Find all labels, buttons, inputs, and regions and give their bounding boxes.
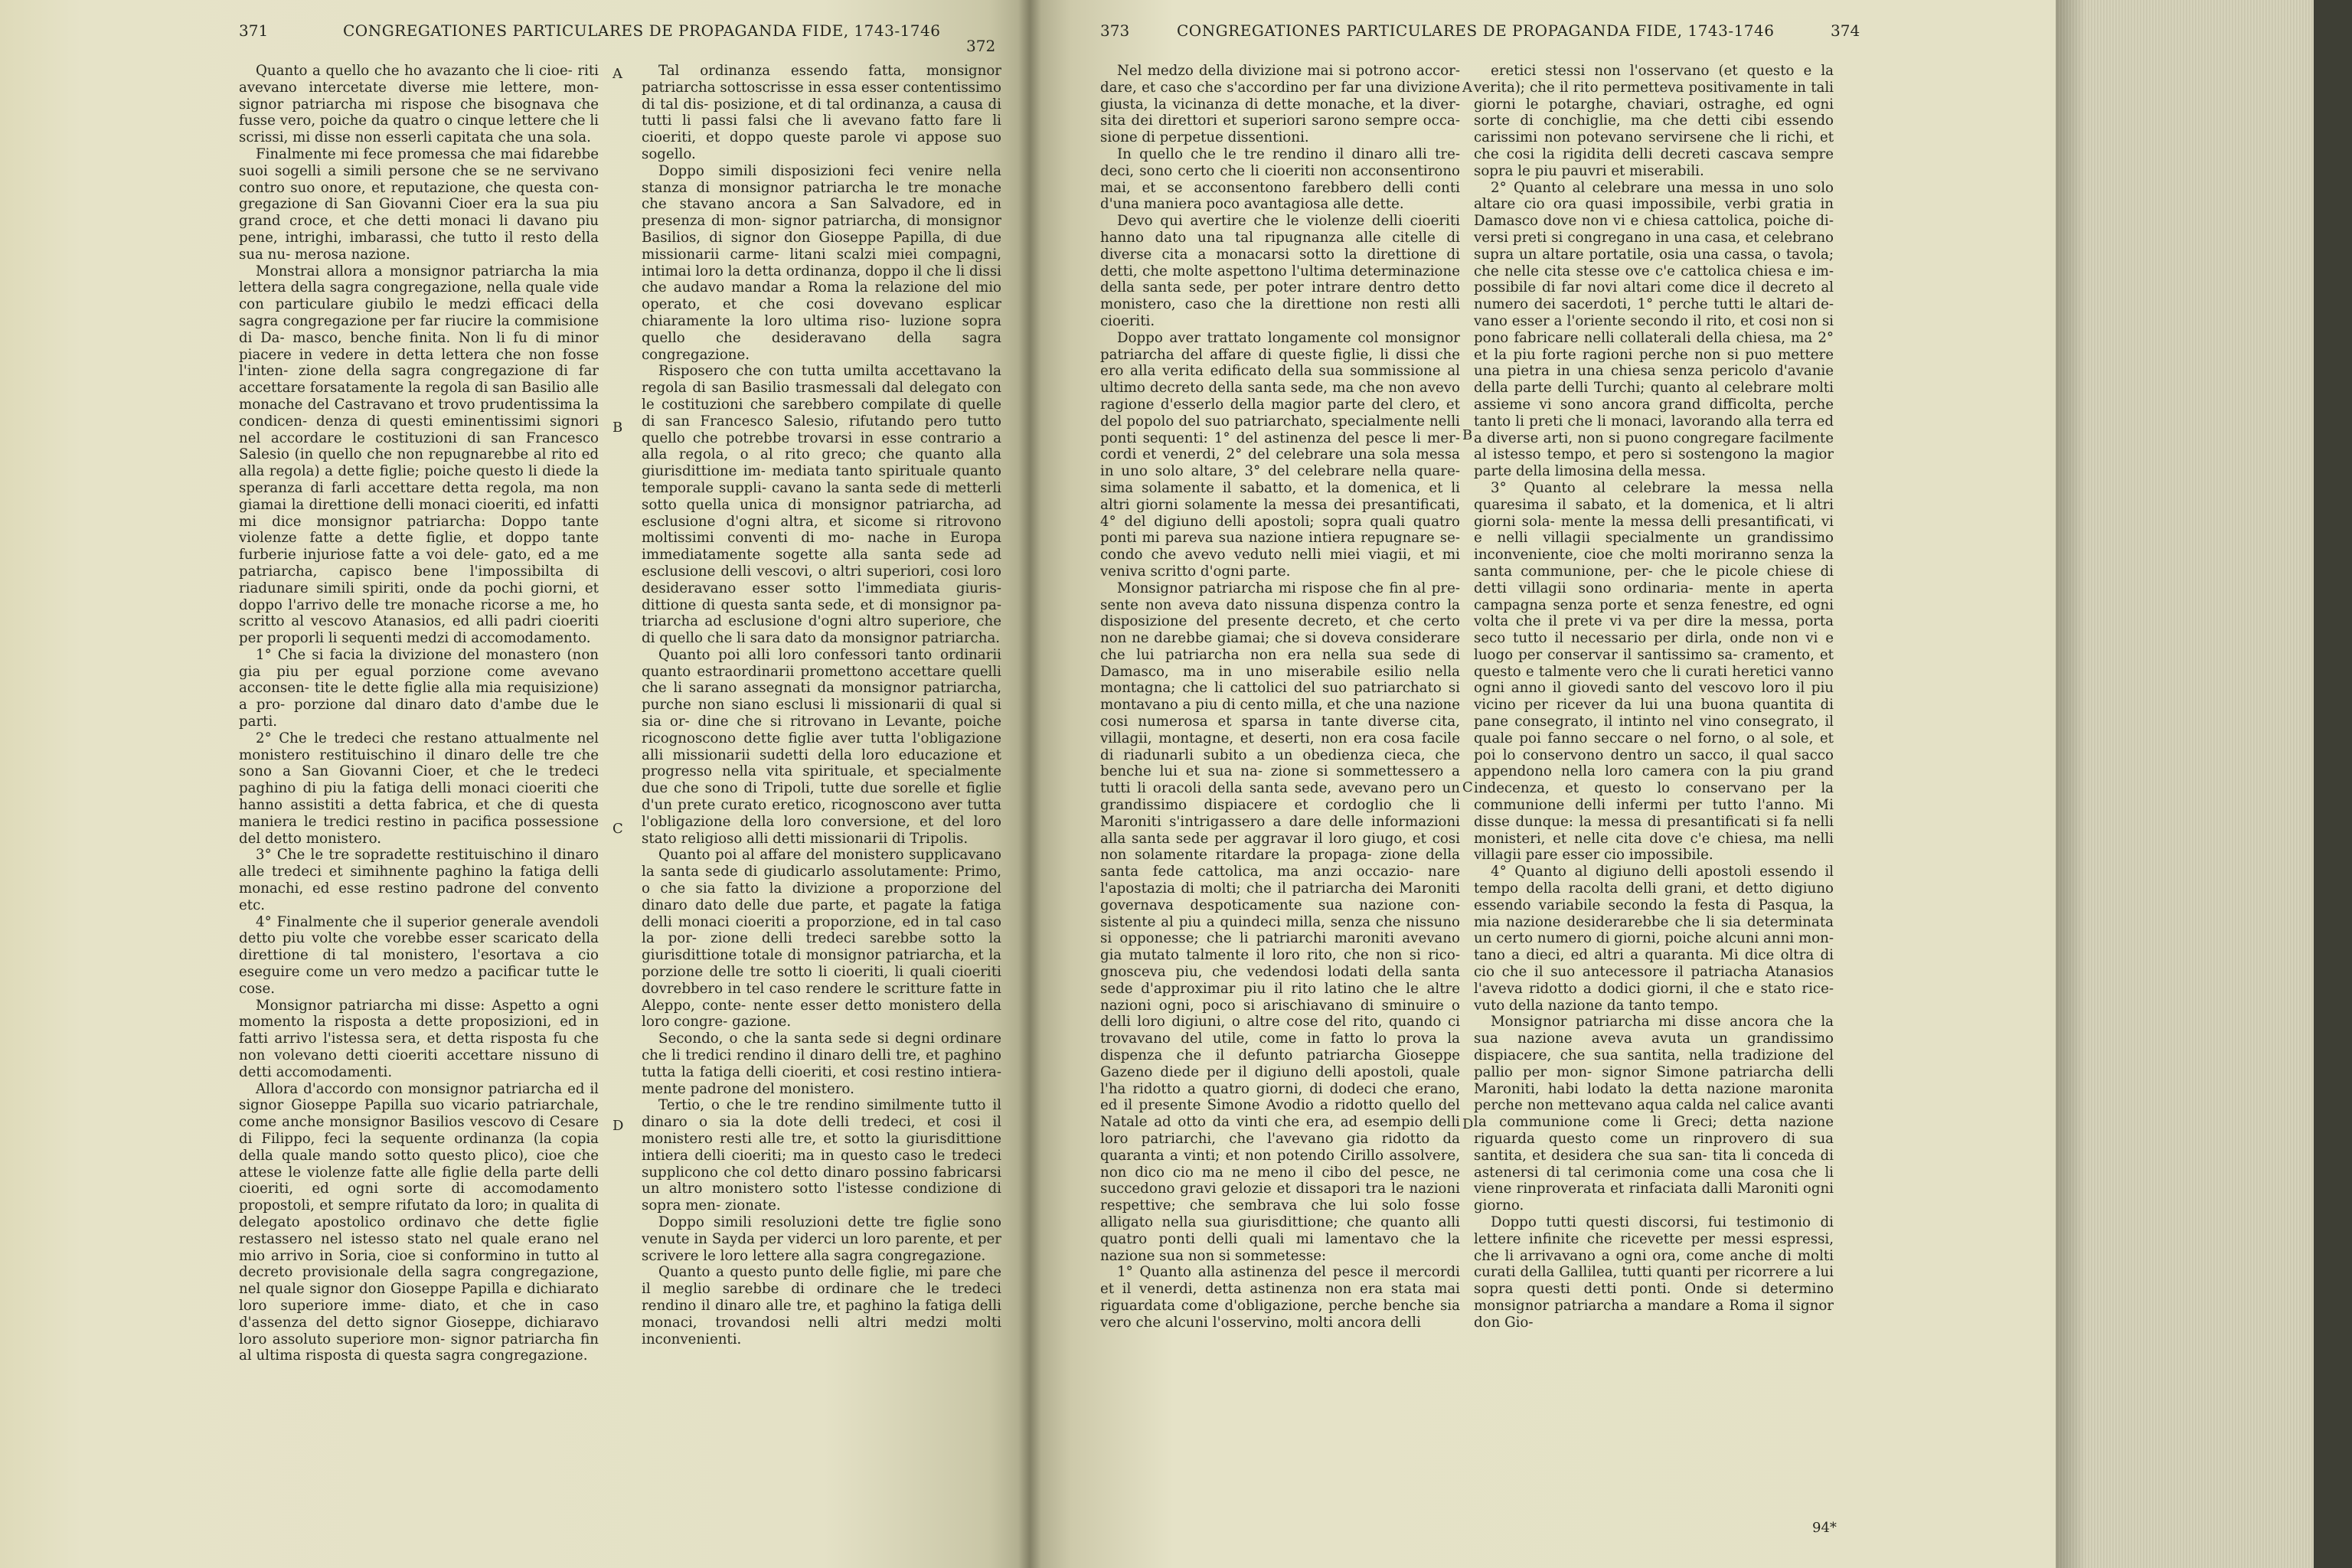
paragraph: Quanto poi al affare del monistero supplicavano la santa sede di giudicarlo assolutamente: Primo, o che sia fatto la divizione a proporzione del dinaro dato delle due parte, et pagate la fatiga delli monaci cioeriti a proporzione, ed in tal caso la por- zione delli tredeci sarebbe sotto la giurisdittione totale di monsignor patriarcha, et la porzione delle tre sotto li cioeriti, li quali cioeriti dovrebbero in tel caso rendere le scritture fatte in Aleppo, conte- nente esser detto monistero della loro congre- gazione.: [642, 847, 1001, 1031]
section-mark-a-right: A: [1462, 80, 1472, 96]
book-cover-board: [2314, 0, 2352, 1568]
section-mark-d: D: [612, 1118, 624, 1134]
left-page: [0, 0, 1030, 1568]
paragraph: Monstrai allora a monsignor patriarcha la mia lettera della sagra congregazione, nella quale vide con particulare giubilo le medzi efficaci della sagra congregazione per far riucire la commisione di Da- masco, benche finita. Non li fu di minor piacere in vedere in detta lettera che non fosse l'inten- zione della sagra congregazione di far accettare forsatamente la regola di san Basilio alle monache del Castravano et trovo prudentissima la condicen- denza di questi eminentissimi signori nel accordare le costituzioni di san Francesco Salesio (in quello che non repugnarebbe al rito ed alla regola) a dette figlie; poiche questo li diede la speranza di farli accettare detta regola, ma non giamai la direttione delli monaci cioeriti, ed infatti mi dice monsignor patriarcha: Doppo tante violenze fatte a dette figlie, et doppo tante furberie injuriose fatte a voi dele- gato, ed a me patriarcha, capisco bene l'impossibilta di riadunare simili spiriti, onde da pochi giorni, et doppo l'arrivo delle tre monache ricorse a me, ho scritto al vescovo Atanasios, ed alli padri cioeriti per proporli li sequenti medzi di accomodamento.: [239, 263, 599, 647]
paragraph: Monsignor patriarcha mi rispose che fin al pre- sente non aveva dato nissuna dispenza contro la disposizione del presente decreto, et che certo non ne darebbe giamai; che si doveva considerare che lui patriarcha non era nella sua sede di Damasco, ma in uno miserabile esilio nella montagna; che li cattolici del suo patriarchato si montavano a piu di cento milla, et che una nazione cosi numerosa et sparsa in tante diverse cita, villagii, montagne, et deserti, non era cosa facile di riadunarli subito a un obedienza cieca, che benche lui et sua na- zione si sommettessero a tutti li oracoli della santa sede, avevano pero un grandissimo dispiacere et cordoglio che li Maroniti s'intrigassero a dare delle informazioni alla santa sede per aggravar il loro giugo, et cosi non solamente ritardare la propaga- zione della santa fede cattolica, ma anzi occazio- nare l'apostazia di molti; che il patriarcha dei Maroniti governava despoticamente sua nazione con- sistente al piu a quindeci milla, senza che nissuno si opponesse; che li patriarchi maroniti avevano gia mutato talmente il loro rito, che non si rico- gnosceva piu, che vedendosi lodati della santa sede d'approximar piu il rito latino che le altre nazioni ogni, poco si arischiavano di sminuire o delli loro digiuni, o altre cose del rito, quando ci trovavano del utile, come in fatto lo prova la dispenza che il defunto patriarcha Gioseppe Gazeno diede per il digiuno delli apostoli, quale l'ha ridotto a quatro giorni, di dodeci che erano, ed il presente Simone Avodio a ridotto quello del Natale ad otto da vinti che era, ad esempio delli loro patriarchi, che l'avevano gia ridotto da quaranta a vinti; et non potendo Cirillo assolvere, non dico cio ma ne meno il cibo del pesce, ne succedono gravi gelozie et dissapori tra le nazioni respettive; che sembrava che lui solo fosse alligato nella sua giurisdittione; che quanto alli quatro ponti delli quali mi lamentavo che la nazione sua non si sommetesse:: [1100, 580, 1460, 1264]
paragraph: Doppo tutti questi discorsi, fui testimonio di lettere infinite che ricevette per messi espressi, che li arrivavano a ogni ora, come anche di molti curati della Gallilea, tutti quanti per ricorrere a lui sopra questi detti ponti. Onde si determino monsignor patriarcha a mandare a Roma il signor don Gio-: [1474, 1214, 1834, 1331]
paragraph: 4° Finalmente che il superior generale avendoli detto piu volte che vorebbe esser scaricato della direttione di tal monistero, l'esortava a cio eseguire come un vero medzo a pacificar tutte le cose.: [239, 913, 599, 997]
paragraph: Doppo simili resoluzioni dette tre figlie sono venute in Sayda per viderci un loro parente, et per scrivere le loro lettere alla sagra congregazione.: [642, 1214, 1001, 1264]
book-gutter: [1018, 0, 1041, 1568]
paragraph: 2° Quanto al celebrare una messa in uno solo altare cio ora quasi impossibile, verbi gratia in Damasco dove non vi e chiesa cattolica, poiche di- versi preti si congregano in una casa, et celebrano supra un altare portatile, osia una cassa, o tavola; che nelle cita stesse ove c'e cattolica chiesa e im- possibile di far novi altari come dice il decreto al numero dei sacerdoti, 1° perche tutti le altari de- vano esser a l'oriente secondo il rito, et cosi non si pono fabricare nelli collaterali della chiesa, ma 2° et la piu forte ragioni perche non si puo mettere una pietra in una chiesa senza pericolo d'avanie della parte delli Turchi; quanto al celebrare molti assieme vi sono ancora grand difficolta, perche tanto li preti che li monaci, lavorando alla terra ed a diverse arti, non si puono congregare facilmente al istesso tempo, et pero si sostengono la magior parte della limosina della messa.: [1474, 179, 1834, 480]
page-number-371: 371: [239, 21, 269, 40]
paragraph: Secondo, o che la santa sede si degni ordinare che li tredici rendino il dinaro delli tre, et paghino tutta la fatiga delli cioeriti, et cosi restino intiera- mente padrone del monistero.: [642, 1031, 1001, 1097]
paragraph: Allora d'accordo con monsignor patriarcha ed il signor Gioseppe Papilla suo vicario patriarchale, come anche monsignor Basilios vescovo di Cesare di Filippo, feci la sequente ordinanza (la copia della quale mando sotto questo plico), cioe che attese le violenze fatte alle figlie della parte delli cioeriti, ed ogni sorte di accomodamento propostoli, et sempre rifutato da loro; in qualita di delegato apostolico ordinavo che dette figlie restassero nel istesso stato nel quale erano nel mio arrivo in Soria, cioe si conformino in tutto al decreto provisionale della sagra congregazione, nel quale signor don Gioseppe Papilla e dichiarato loro superiore imme- diato, et che in caso d'assenza del detto signor Gioseppe, dichiaravo loro assoluto superiore mon- signor patriarcha fin al ultima risposta di questa sagra congregazione.: [239, 1080, 599, 1364]
paragraph: 1° Che si facia la divizione del monastero (non gia piu per egual porzione come avevano acconsen- tite le dette figlie alla mia requisizione) a pro- porzione dal dinaro dato d'ambe due le parti.: [239, 646, 599, 730]
section-mark-a: A: [612, 66, 622, 82]
section-mark-c: C: [612, 821, 623, 837]
paragraph: Monsignor patriarcha mi disse: Aspetto a ogni momento la risposta a dette proposizioni, ed in fatti arrivo l'istessa sera, et detta risposta fu che non volevano detti cioeriti accettare nissuno di detti accomodamenti.: [239, 997, 599, 1080]
page-edges-stack: [2056, 0, 2352, 1568]
page-number-374: 374: [1831, 21, 1860, 40]
column-373: [1100, 63, 1460, 1517]
column-371: [239, 63, 599, 1517]
paragraph: eretici stessi non l'osservano (et questo e la verita); che il rito permetteva positivamente in tali giorni le potarghe, chaviari, ostraghe, ed ogni sorte di conchiglie, ma che detti cibi essendo carissimi non potevano servirsene che li richi, et che cosi la rigidita delli decreti cascava sempre sopra le piu pauvri et miserabili.: [1474, 63, 1834, 179]
column-374: [1474, 63, 1834, 1517]
right-page: [1030, 0, 2056, 1568]
running-head-left: CONGREGATIONES PARTICULARES DE PROPAGANDA FIDE, 1743-1746: [343, 21, 941, 40]
paragraph: Nel medzo della divizione mai si potrono accor- dare, et caso che s'accordino per far una divizione giusta, la vicinanza di dette monache, et la diver- sita dei direttori et superiori sarono sempre occa- sione di perpetue dissentioni.: [1100, 63, 1460, 146]
page-number-373: 373: [1100, 21, 1130, 40]
section-mark-d-right: D: [1462, 1116, 1474, 1132]
paragraph: In quello che le tre rendino il dinaro alli tre- deci, sono certo che li cioeriti non acconsentirono mai, et se acconsentono farebbero delli conti d'una maniera poco avantagiosa alle dette.: [1100, 145, 1460, 213]
edge-shadow: [2056, 0, 2086, 1568]
paragraph: Devo qui avertire che le violenze delli cioeriti hanno dato una tal ripugnanza alle citelle di diverse cita a monacarsi sotto la direttione di detti, che molte aspettono l'ultima determinazione della santa sede, per poter intrare dentro detto monistero, caso che la direttione non resti alli cioeriti.: [1100, 213, 1460, 329]
paragraph: 4° Quanto al digiuno delli apostoli essendo il tempo della racolta delli grani, et detto digiuno essendo variabile secondo la festa di Pasqua, la mia nazione desiderarebbe che li sia determinata un certo numero di giorni, poiche alcuni anni mon- tano a dieci, ed altri a quaranta. Mi dice oltra di cio che il suo antecessore il patriacha Atanasios l'aveva ridotto a dodici giorni, il che e stato rice- vuto della nazione da tanto tempo.: [1474, 864, 1834, 1014]
paragraph: Doppo simili disposizioni feci venire nella stanza di monsignor patriarcha le tre monache che stavano ancora a San Salvadore, ed in presenza di mon- signor patriarcha, di monsignor Basilios, di signor don Gioseppe Papilla, di due missionarii carme- litani scalzi miei compagni, intimai loro la detta ordinanza, doppo il che li dissi che audavo mandar a Roma la relazione del mio operato, et che cosi dovevano esplicar chiaramente la loro ultima riso- luzione sopra quello che desideravano della sagra congregazione.: [642, 162, 1001, 363]
section-mark-c-right: C: [1462, 779, 1473, 795]
paragraph: Tertio, o che le tre rendino similmente tutto il dinaro o sia la dote delli tredeci, et cosi il monistero resti alle tre, et sotto la giurisdittione intiera delli cioeriti; ma in questo caso le tredeci supplicono che col detto dinaro possino fabricarsi un altro monistero sotto l'istesse condizione di sopra men- zionate.: [642, 1097, 1001, 1214]
paragraph: Risposero che con tutta umilta accettavano la regola di san Basilio trasmessali dal delegato con le costituzioni che sarebbero compilate di quelle di san Francesco Salesio, rifutando pero tutto quello che potrebbe trovarsi in esse contrario a alla regola, o al rito greco; che quanto alla giurisdittione im- mediata tanto spirituale quanto temporale suppli- cavano la santa sede di metterli sotto quella unica di monsignor patriarcha, ad esclusione d'ogni altra, et sicome si ritrovono moltissimi conventi di mo- nache in Europa immediatamente sogette alla santa sede ad esclusione delli vescovi, o altri superiori, cosi loro desideravano esser sotto l'immediata giuris- dittione di questa santa sede, et di monsignor pa- triarcha ad esclusione d'ogni altro superiore, che di quello che li sara dato da monsignor patriarcha.: [642, 363, 1001, 647]
paragraph: 2° Che le tredeci che restano attualmente nel monistero restituischino il dinaro delle tre che sono a San Giovanni Cioer, et che le tredeci paghino di piu la fatiga delli monaci cioeriti che hanno assistiti a detta fabrica, et che di questa maniera le tredici restino in pacifica possessione del detto monistero.: [239, 730, 599, 847]
paragraph: 3° Quanto al celebrare la messa nella quaresima il sabato, et la domenica, et li altri giorni sola- mente la messa delli presantificati, vi e nelli villagii specialmente un grandissimo inconveniente, cioe che molti moriranno senza la santa communione, per- che le picole chiese di detti villagii sono ordinaria- mente in aperta campagna senza porte et senza fenestre, ed ogni volta che il prete vi va per dire la messa, porta seco tutto il necessario per dirla, onde non vi e luogo per conservar il santissimo sa- cramento, et questo e talmente vero che li curati heretici vanno ogni anno il giovedi santo del vescovo loro il piu vicino per ricever da lui una buona quantita di pane consegrato, il intinto nel vino consegrato, il quale poi fanno seccare o nel forno, o al sole, et poi lo conservono dentro un sacco, il qual sacco appendono nella loro camera con la piu grand indecenza, et questo lo conservano per la communione delli infermi per tutto l'anno. Mi disse dunque: la messa di presantificati si fa nelli monisteri, et nelle cita dove c'e chiesa, ma nelli villagii pare esser cio impossibile.: [1474, 479, 1834, 864]
running-head-right: CONGREGATIONES PARTICULARES DE PROPAGANDA FIDE, 1743-1746: [1177, 21, 1775, 40]
paragraph: Finalmente mi fece promessa che mai fidarebbe suoi sogelli a simili persone che se ne servivano contro suo onore, et reputazione, che questa con- gregazione di San Giovanni Cioer era la sua piu grand croce, et che detti monaci li davano piu pene, intrighi, imbarassi, che tutto il resto della sua nu- merosa nazione.: [239, 145, 599, 263]
paragraph: Quanto a quello che ho avazanto che li cioe- riti avevano intercetate diverse mie lettere, mon- signor patriarcha mi rispose che bisognava che fusse vero, poiche da quatro o cinque lettere che li scrissi, mi disse non esserli capitata che una sola.: [239, 63, 599, 146]
signature-mark: 94*: [1812, 1520, 1837, 1536]
page-number-372: 372: [966, 37, 996, 55]
paragraph: Quanto poi alli loro confessori tanto ordinarii quanto estraordinarii promettono accettare quelli che li sarano assegnati da monsignor patriarcha, purche non siano esclusi li missionarii di qual si sia or- dine che si ritrovano in Levante, poiche ricognoscono dette figlie aver tutta l'obligazione alli missionarii sudetti della loro educazione et progresso nella vita spirituale, et specialmente due che sono di Tripoli, tutte due sorelle et figlie d'un prete curato eretico, ricognoscono aver tutta l'obligazione della loro conversione, et del loro stato religioso alli detti missionarii di Tripolis.: [642, 646, 1001, 847]
paragraph: Quanto a questo punto delle figlie, mi pare che il meglio sarebbe di ordinare che le tredeci rendino il dinaro alle tre, et paghino la fatiga delli monaci, trovandosi nelli altri medzi molti inconvenienti.: [642, 1264, 1001, 1348]
paragraph: Doppo aver trattato longamente col monsignor patriarcha del affare di queste figlie, li dissi che ero alla verita edificato della sua sommissione al ultimo decreto della santa sede, ma che non avevo ragione d'esserlo della magior parte del clero, et del popolo del suo patriarchato, specialmente nelli ponti sequenti: 1° del astinenza del pesce li mer- cordi et venerdi, 2° del celebrare una sola messa in uno solo altare, 3° del celebrare nella quare- sima solamente il sabatto, et la domenica, et li altri giorni solamente la messa dei presantificati, 4° del digiuno delli apostoli; sopra quali quatro ponti mi pareva sua nazione intiera repugnare se- condo che avevo veduto nelli miei viagii, et mi veniva scritto d'ogni parte.: [1100, 329, 1460, 580]
paragraph: 3° Che le tre sopradette restituischino il dinaro alle tredeci et simihnente paghino la fatiga delli monachi, ed esse restino padrone del convento etc.: [239, 847, 599, 913]
paragraph: Monsignor patriarcha mi disse ancora che la sua nazione aveva avuta un grandissimo dispiacere, che sua santita, nella tradizione del pallio per mon- signor Simone patriarcha delli Maroniti, habi lodato la detta nazione maronita perche non mettevano aqua calda nel calice avanti la communione come li Greci; detta nazione riguarda questo come un rinprovero di sua santita, et desidera che sua san- tita li conceda di astenersi di tal cerimonia come una cosa che li viene rinproverata et rinfaciata dalli Maroniti ogni giorno.: [1474, 1014, 1834, 1214]
column-372: [642, 63, 1001, 1517]
section-mark-b: B: [612, 420, 623, 436]
paragraph: Tal ordinanza essendo fatta, monsignor patriarcha sottoscrisse in essa esser contentissimo di tal dis- posizione, et di tal ordinanza, a causa di tutti li passi falsi che li avevano fatto fare li cioeriti, et doppo queste parole vi appose suo sogello.: [642, 63, 1001, 162]
paragraph: 1° Quanto alla astinenza del pesce il mercordi et il venerdi, detta astinenza non era stata mai riguardata come d'obligazione, perche benche sia vero che alcuni l'osservino, molti ancora delli: [1100, 1264, 1460, 1331]
section-mark-b-right: B: [1462, 427, 1473, 443]
